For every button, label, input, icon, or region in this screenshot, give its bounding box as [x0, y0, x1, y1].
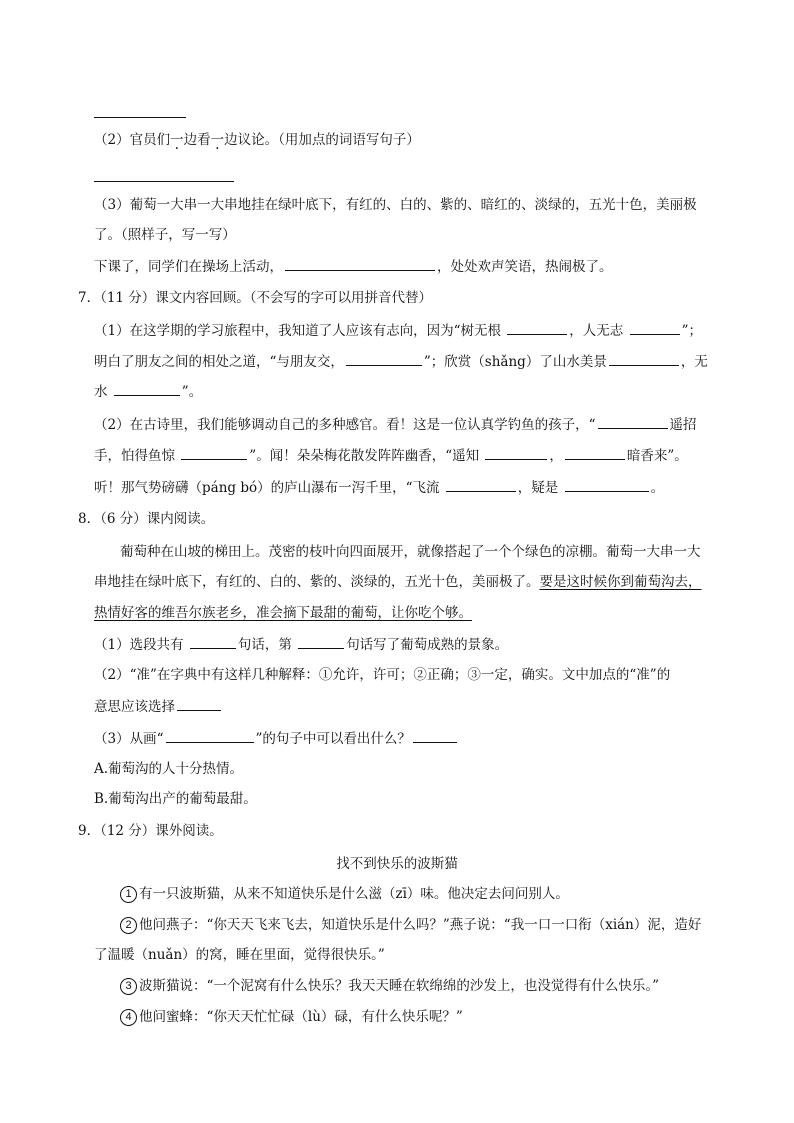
q8-passage-line1: 葡萄种在山坡的梯田上。茂密的枝叶向四面展开，就像搭起了一个个绿色的凉棚。葡萄一大串一大 [120, 544, 701, 560]
q7-header: 7．（11 分）课文内容回顾。（不会写的字可以用拼音代替） [78, 290, 433, 306]
answer-blank [565, 445, 625, 460]
q6-part3-line2: 了。（照样子，写一写） [94, 227, 236, 243]
answer-blank [413, 728, 457, 743]
answer-blank [446, 477, 516, 492]
q9-para3: 3 波斯猫说：“一个泥窝有什么快乐？我天天睡在软绵绵的沙发上，也没觉得有什么快乐。” [120, 976, 659, 996]
answer-blank [190, 634, 236, 649]
answer-blank [298, 634, 344, 649]
q7-part1-line1: （1）在这学期的学习旅程中，我知道了人应该有志向，因为“树无根 ，人无志 ”； [94, 320, 702, 341]
q9-header: 9．（12 分）课外阅读。 [78, 823, 223, 839]
q9-para4: 4 他问蜜蜂：“你天天忙忙碌（lù）碌，有什么快乐呢？” [120, 1007, 463, 1027]
answer-blank-top [94, 116, 186, 118]
q7-part2-line2: 手，怕得鱼惊 ”。闻！朵朵梅花散发阵阵幽香，“遥知 ， 暗香来”。 [94, 445, 688, 466]
q6-part2: （2）官员们一边看一边议论。（用加点的词语写句子） [94, 132, 420, 148]
answer-blank [565, 477, 649, 492]
answer-blank [285, 256, 435, 271]
answer-blank [346, 351, 422, 366]
answer-blank [630, 320, 680, 335]
paragraph-number-icon: 1 [120, 886, 137, 903]
answer-blank [181, 445, 247, 460]
q7-part1-line2: 明白了朋友之间的相处之道，“与朋友交， ”；欣赏（shǎng）了山水美景 ，无 [94, 351, 708, 372]
q8-header: 8．（6 分）课内阅读。 [78, 511, 215, 527]
q9-para2-line1: 2 他问燕子：“你天天飞来飞去，知道快乐是什么吗？”燕子说：“我一口一口衔（xián）泥，造好 [120, 915, 701, 935]
q6-part3-line1: （3）葡萄一大串一大串地挂在绿叶底下，有红的、白的、紫的、暗红的、淡绿的，五光十色，美丽极 [94, 197, 697, 213]
q8-passage-line3: 热情好客的维吾尔族老乡，准会摘下最甜的葡萄，让你吃个够。 [94, 605, 472, 621]
q8-passage-line2: 串地挂在绿叶底下，有红的、白的、紫的、淡绿的，五光十色，美丽极了。要是这时候你到葡萄沟去， [94, 574, 702, 590]
answer-blank-q6-2 [94, 180, 234, 182]
answer-blank [166, 728, 254, 743]
q8-option-b: B.葡萄沟出产的葡萄最甜。 [94, 791, 257, 807]
q8-sub2-line1: （2）“准”在字典中有这样几种解释：①允许，许可；②正确；③一定，确实。文中加点的“准”的 [94, 667, 671, 683]
q8-sub2-line2: 意思应该选择 [94, 696, 223, 717]
answer-blank [114, 381, 180, 396]
answer-blank [507, 320, 567, 335]
answer-blank [598, 414, 668, 429]
answer-blank [609, 351, 679, 366]
paragraph-number-icon: 4 [120, 1009, 137, 1026]
passage-title: 找不到快乐的波斯猫 [336, 856, 458, 872]
q6-part3-line3: 下课了，同学们在操场上活动， ，处处欢声笑语，热闹极了。 [94, 256, 613, 277]
answer-blank [177, 696, 221, 711]
q7-part2-line3: 听！那气势磅礴（páng bó）的庐山瀑布一泻千里，“飞流 ，疑是 。 [94, 477, 664, 498]
answer-blank [485, 445, 547, 460]
q8-option-a: A.葡萄沟的人十分热情。 [94, 761, 244, 777]
paragraph-number-icon: 2 [120, 917, 137, 934]
q9-para1: 1 有一只波斯猫，从来不知道快乐是什么滋（zī）味。他决定去问问别人。 [120, 884, 569, 904]
paragraph-number-icon: 3 [120, 978, 137, 995]
q8-sub3: （3）从画“ ”的句子中可以看出什么？ [94, 728, 459, 749]
q7-part2-line1: （2）在古诗里，我们能够调动自己的多种感官。看！这是一位认真学钓鱼的孩子，“ 遥招 [94, 414, 697, 435]
q7-part1-line3: 水 ”。 [94, 381, 202, 402]
q8-sub1: （1）选段共有 句话，第 句话写了葡萄成熟的景象。 [94, 634, 508, 655]
q9-para2-line2: 了温暖（nuǎn）的窝，睡在里面，觉得很快乐。” [94, 947, 385, 963]
